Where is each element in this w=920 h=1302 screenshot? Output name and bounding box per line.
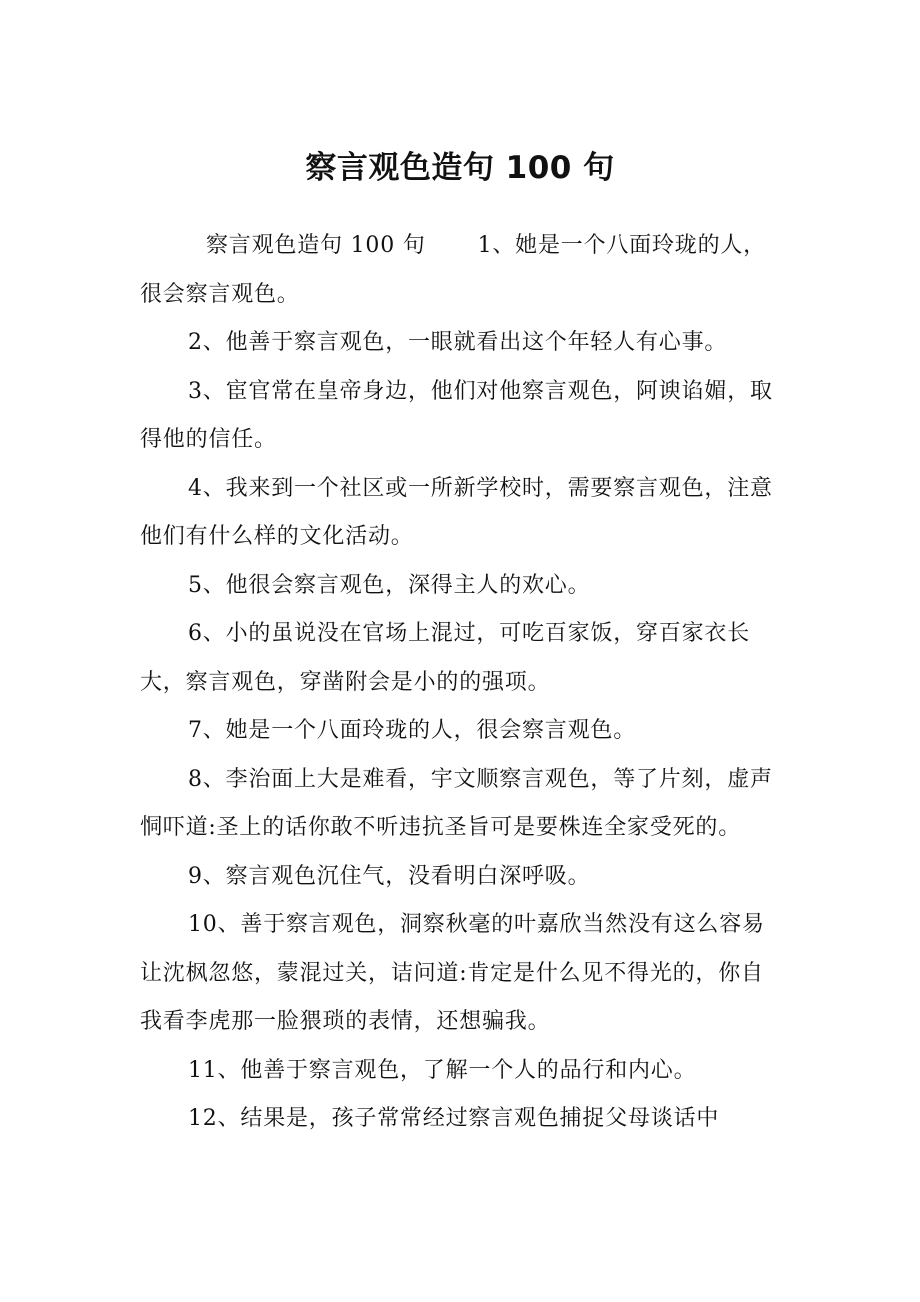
paragraph-2: 2、他善于察言观色，一眼就看出这个年轻人有心事。 xyxy=(188,330,728,355)
paragraph-6: 6、小的虽说没在官场上混过，可吃百家饭，穿百家衣长大，察言观色，穿凿附会是小的的强项。 xyxy=(140,621,750,695)
page-title: 察言观色造句 100 句 xyxy=(305,150,615,186)
paragraph-1 xyxy=(140,222,782,319)
sentence-1: 1、她是一个八面玲珑的人，很会察言观色。 xyxy=(140,233,766,307)
paragraph-11: 11、他善于察言观色，了解一个人的品行和内心。 xyxy=(188,1057,697,1083)
document-body xyxy=(140,222,782,1144)
paragraph-12: 12、结果是，孩子常常经过察言观色捕捉父母谈话中 xyxy=(188,1106,720,1131)
paragraph-10: 10、善于察言观色，洞察秋毫的叶嘉欣当然没有这么容易让沈枫忽悠，蒙混过关，诘问道:肯定是什么见不得光的，你自我看李虎那一脸猥琐的表情，还想骗我。 xyxy=(140,912,765,1034)
paragraph-5: 5、他很会察言观色，深得主人的欢心。 xyxy=(188,572,591,598)
paragraph-9: 9、察言观色沉住气，没看明白深呼吸。 xyxy=(188,863,591,889)
paragraph-8: 8、李治面上大是难看，宇文顺察言观色，等了片刻，虚声恫吓道:圣上的话你敢不听违抗圣旨可是要株连全家受死的。 xyxy=(140,766,773,840)
paragraph-3: 3、宦官常在皇帝身边，他们对他察言观色，阿谀谄媚，取得他的信任。 xyxy=(140,378,773,452)
intro-text: 察言观色造句 100 句 xyxy=(206,233,426,258)
paragraph-7: 7、她是一个八面玲珑的人，很会察言观色。 xyxy=(188,718,636,743)
paragraph-4: 4、我来到一个社区或一所新学校时，需要察言观色，注意他们有什么样的文化活动。 xyxy=(140,475,773,549)
